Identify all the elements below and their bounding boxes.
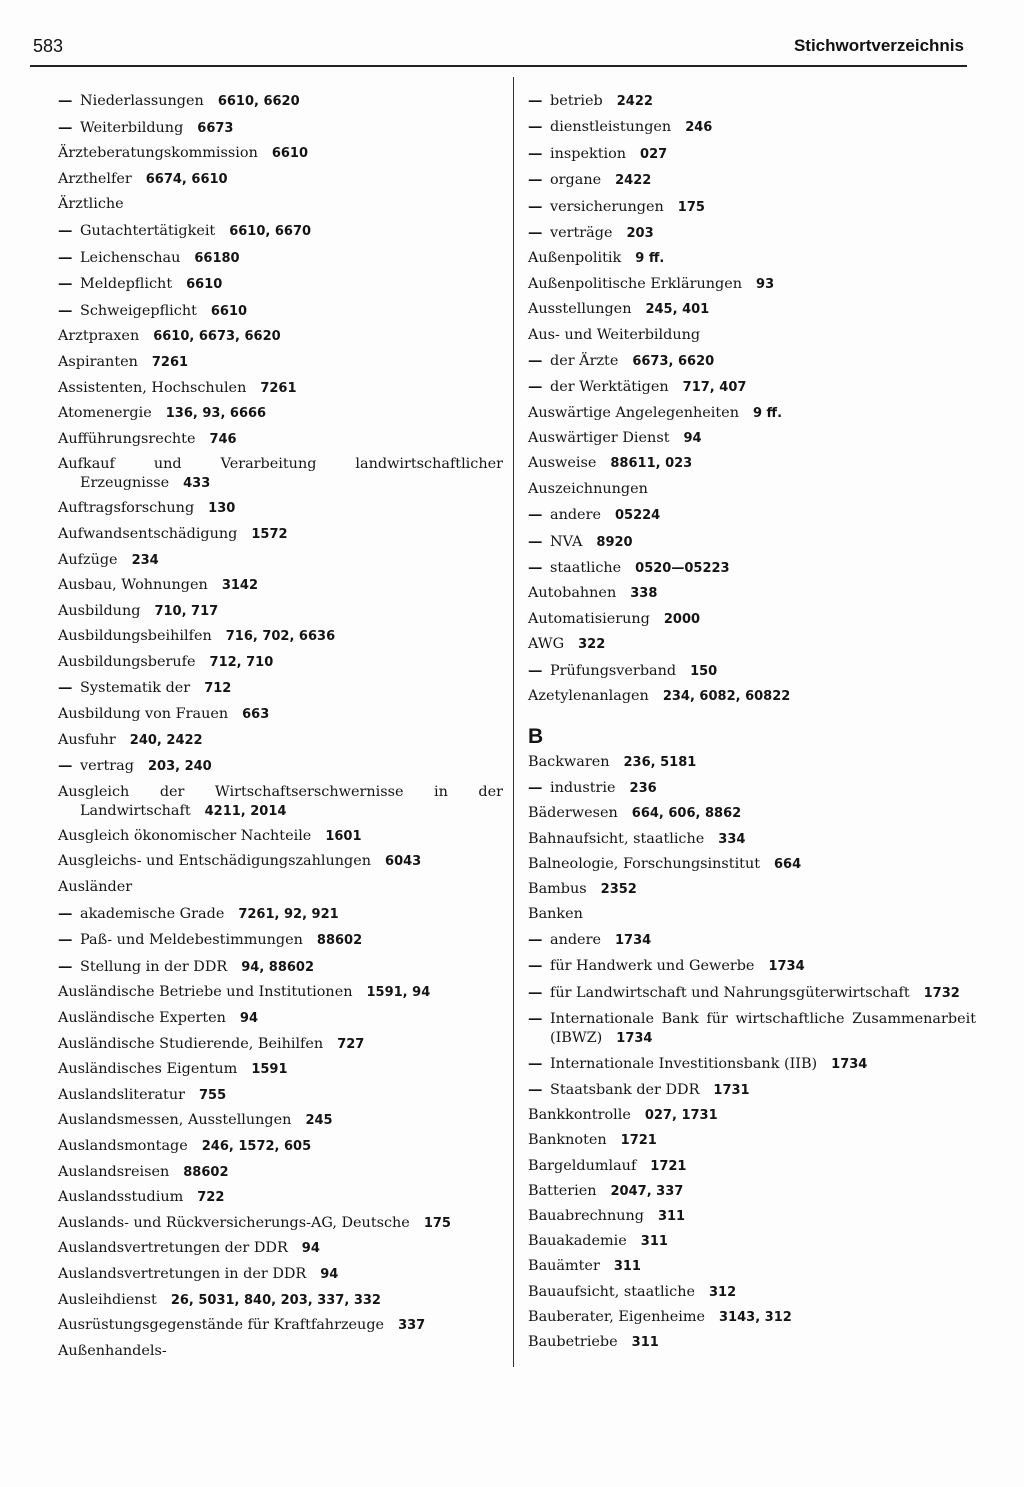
index-term: Prüfungsverband [550,662,677,679]
index-term: Bauakademie [528,1233,627,1250]
index-term: Außenhandels- [58,1342,167,1359]
index-term: Bankkontrolle [528,1107,631,1124]
index-term: Aus- und Weiterbildung [528,326,701,343]
index-entry [58,627,503,646]
page-references: 6610 [271,146,309,162]
page-references: 136, 93, 6666 [165,406,267,422]
page-references: 7261 [260,380,297,396]
page-references: 312 [709,1284,737,1300]
page-references: 1572 [251,526,288,542]
index-subentry [58,930,503,950]
index-entry [58,1111,503,1130]
index-term: Paß- und Meldebestimmungen [80,932,303,949]
index-term: Systematik der [80,680,191,697]
index-entry [58,1060,503,1079]
index-term: betrieb [550,93,603,109]
index-subentry [528,661,976,681]
index-entry [528,480,976,499]
index-term: Ausrüstungsgegenstände für Kraftfahrzeuge [58,1317,385,1334]
index-term: Auslandsliteratur [58,1086,185,1103]
index-term: für Handwerk und Gewerbe [550,958,755,975]
index-entry [58,1342,503,1361]
index-term: Bauberater, Eigenheime [528,1308,706,1325]
page-references: 1601 [325,828,362,844]
index-subentry [528,930,976,950]
index-term: dienstleistungen [550,119,672,136]
index-term: Stellung in der DDR [80,958,228,975]
page-references: 727 [337,1036,365,1052]
index-term: Ausbildungsbeihilfen [58,628,212,645]
page-references: 66180 [194,250,240,266]
index-term: Ausländische Experten [58,1010,226,1026]
page-references: 245, 401 [645,302,710,318]
page-references: 94 [320,1266,339,1282]
index-entry [528,429,976,448]
index-term: Aspiranten [58,353,138,370]
page-references: 311 [640,1234,668,1250]
index-subentry [58,91,503,111]
index-entry [528,326,976,345]
page-references: 9 ff. [635,251,665,267]
index-term: Aufzüge [58,551,118,568]
index-term: Auslandsmontage [58,1137,188,1154]
index-entry [528,635,976,654]
page-references: 1732 [923,985,960,1001]
page-references: 88611, 023 [610,456,693,472]
page-references: 7261, 92, 921 [238,906,339,922]
index-term: Gutachtertätigkeit [80,222,216,239]
index-term: Bambus [528,880,587,897]
index-entry [528,1131,976,1150]
index-term: Ausländisches Eigentum [58,1061,238,1078]
index-term: Ausgleichs- und Entschädigungszahlungen [58,853,372,870]
index-entry [528,610,976,629]
page-references: 1734 [614,933,652,949]
index-entry [528,1283,976,1302]
index-entry [58,783,503,821]
index-term: Ausländische Betriebe und Institutionen [58,984,353,1001]
index-entry [528,1308,976,1327]
index-subentry [528,505,976,525]
index-term: Ausweise [528,455,597,472]
page-references: 245 [305,1113,333,1129]
index-entry [528,1257,976,1276]
index-term: Internationale Investitionsbank (IIB) [550,1055,818,1072]
index-term: Batterien [528,1182,597,1199]
index-term: Ärzteberatungskommission [58,145,258,162]
index-term: organe [550,172,602,189]
index-subentry [58,957,503,977]
index-entry [58,1316,503,1335]
page-number: 583 [33,36,64,56]
index-term: Ärztliche [58,196,124,213]
page-references: 88602 [316,933,363,949]
index-entry [528,249,976,268]
page-references: 0520—05223 [635,561,730,577]
page-references: 664 [774,856,802,872]
index-entry [528,1232,976,1251]
page-references: 246 [685,120,713,136]
index-subentry [58,678,503,698]
running-head: Stichwortverzeichnis [793,36,964,55]
index-entry [58,878,503,897]
page-references: 26, 5031, 840, 203, 337, 332 [170,1292,381,1308]
index-term: Auslandsreisen [58,1163,170,1180]
index-term: AWG [528,636,565,653]
index-entry [58,827,503,846]
column-divider [513,77,514,1367]
index-subentry [58,301,503,321]
page-references: 1721 [650,1158,687,1174]
index-term: Schweigepflicht [80,302,197,319]
index-entry [58,1086,503,1105]
page-references: 334 [718,831,746,847]
page-references: 712, 710 [209,654,274,670]
page-references: 94 [239,1011,259,1026]
page-references: 88602 [183,1164,229,1180]
page-references: 663 [242,707,270,723]
index-subentry [528,558,976,578]
index-subentry [528,197,976,217]
index-term: Ausfuhr [58,731,116,748]
index-subentry [58,248,503,268]
page-references: 4211, 2014 [204,803,287,819]
page-references: 027, 1731 [644,1108,718,1124]
index-entry [58,1009,503,1028]
index-entry [528,905,976,924]
page-references: 3143, 312 [719,1309,792,1325]
page-references: 1734 [768,959,805,975]
index-entry [58,1265,503,1284]
index-term: Aufkauf und Verarbeitung landwirtschaftlicher Erzeugnisse [58,456,503,492]
page-references: 6673 [197,120,234,136]
page-references: 1734 [831,1056,868,1072]
index-subentry [528,223,976,243]
index-term: Atomenergie [58,405,152,422]
page-references: 94, 88602 [241,959,315,975]
page-references: 175 [677,199,705,215]
index-entry [528,1333,976,1352]
index-entry [58,1291,503,1310]
index-entry [528,880,976,899]
page-references: 2047, 337 [610,1183,684,1199]
page-references: 150 [690,663,718,679]
index-term: verträge [550,224,613,241]
page-references: 2352 [600,881,637,897]
index-entry [58,1188,503,1207]
index-term: Auslands- und Rückversicherungs-AG, Deutsche [58,1214,410,1231]
index-entry [58,653,503,672]
page-references: 716, 702, 6636 [225,629,336,645]
page-references: 322 [578,637,606,653]
index-subentry [528,532,976,552]
page-references: 755 [199,1087,227,1103]
index-entry [58,195,503,214]
left-index-column [58,91,503,1367]
page-references: 236, 5181 [623,754,697,770]
index-term: Leichenschau [80,249,181,266]
index-entry [58,455,503,493]
section-letter: B [528,724,544,748]
page-references: 2422 [615,173,652,189]
index-term: Auswärtiger Dienst [528,430,670,447]
index-term: Azetylenanlagen [528,687,649,704]
index-entry [58,576,503,595]
index-term: Ausgleich ökonomischer Nachteile [58,827,312,844]
index-entry [58,170,503,189]
page-references: 130 [208,501,236,517]
index-entry [58,1214,503,1233]
page-references: 240, 2422 [129,732,203,748]
index-term: Backwaren [528,753,610,770]
index-subentry [58,118,503,138]
index-term: Ausstellungen [528,301,632,318]
page-references: 311 [613,1259,641,1275]
index-term: Auslandsvertretungen der DDR [58,1240,288,1257]
index-term: der Werktätigen [550,379,669,396]
page-references: 311 [631,1334,659,1350]
page-references: 203 [626,225,654,241]
page-references: 712 [204,681,232,697]
index-term: Automatisierung [528,610,650,627]
index-term: Ausbildungsberufe [58,653,196,670]
index-term: Bauaufsicht, staatliche [528,1283,696,1300]
index-entry [58,1163,503,1182]
index-subentry [528,117,976,137]
page-references: 6673, 6620 [632,353,715,369]
index-subentry [528,983,976,1003]
index-entry [528,1106,976,1125]
index-term: Ausleihdienst [58,1291,157,1308]
index-entry [58,983,503,1002]
index-term: Ausländer [58,879,133,896]
index-subentry [528,91,976,111]
page-references: 1591, 94 [366,985,431,1001]
page-references: 94 [683,431,702,447]
index-term: Internationale Bank für wirtschaftliche Zusammenarbeit (IBWZ) [550,1010,976,1046]
header-rule [30,65,967,67]
page-references: 93 [756,276,775,292]
index-term: Banken [528,906,583,923]
index-term: Bauabrechnung [528,1207,644,1224]
page-references: 6610 [186,277,223,293]
index-entry [528,584,976,603]
page-references: 1731 [713,1083,750,1099]
index-subentry [528,956,976,976]
index-term: der Ärzte [550,352,619,369]
page-references: 94 [301,1241,320,1257]
index-subentry [528,144,976,164]
index-entry [528,855,976,874]
index-term: vertrag [80,758,134,775]
index-subentry [58,756,503,776]
page-references: 027 [640,146,668,162]
index-subentry [528,351,976,371]
index-entry [58,327,503,346]
index-subentry [58,274,503,294]
index-term: Aufführungsrechte [58,430,196,447]
index-term: Bargeldumlauf [528,1157,637,1174]
index-subentry [528,778,976,798]
index-entry [528,830,976,849]
page-references: 6610, 6670 [229,223,312,239]
index-term: Weiterbildung [80,119,184,136]
page-references: 6610, 6673, 6620 [153,329,281,345]
index-subentry [528,1009,976,1048]
page-references: 6043 [385,854,422,870]
page-references: 234 [131,552,159,568]
index-subentry [528,377,976,397]
index-entry [58,602,503,621]
index-term: Außenpolitische Erklärungen [528,275,743,292]
page-references: 722 [197,1190,225,1206]
index-subentry [528,170,976,190]
page-references: 8920 [596,534,633,550]
index-term: Außenpolitik [528,250,622,267]
index-subentry [58,904,503,924]
index-term: Niederlassungen [80,93,204,109]
page-references: 311 [657,1208,686,1224]
index-term: Baubetriebe [528,1333,618,1350]
page-references: 746 [209,431,237,447]
index-term: Auftragsforschung [58,500,195,517]
index-term: Aufwandsentschädigung [58,525,238,542]
index-term: Auswärtige Angelegenheiten [528,404,739,421]
right-index-column [528,91,976,1358]
index-entry [58,731,503,750]
page-references: 1721 [620,1133,657,1149]
index-term: Ausländische Studierende, Beihilfen [58,1035,324,1052]
index-entry [58,852,503,871]
index-term: NVA [550,533,583,550]
index-term: Bauämter [528,1258,600,1275]
index-term: für Landwirtschaft und Nahrungsgüterwirtschaft [550,984,910,1001]
index-term: Bahnaufsicht, staatliche [528,830,705,847]
index-entry [58,1035,503,1054]
page-references: 717, 407 [682,380,747,396]
index-entry [528,1207,976,1226]
index-term: staatliche [550,560,622,577]
page-references: 1591 [251,1062,288,1078]
page-references: 2422 [616,94,653,109]
page-references: 203, 240 [147,759,212,775]
index-entry [58,551,503,570]
index-term: Arztpraxen [58,328,140,345]
index-entry [58,525,503,544]
index-term: andere [550,507,601,524]
page-references: 338 [630,586,658,602]
index-term: akademische Grade [80,905,225,922]
index-entry [528,753,976,772]
page-references: 3142 [221,578,258,594]
index-entry [528,404,976,423]
index-entry [58,499,503,518]
index-term: Autobahnen [528,585,617,602]
index-term: andere [550,932,601,949]
index-term: Auslandsmessen, Ausstellungen [58,1112,292,1129]
index-term: inspektion [550,145,627,162]
index-term: Arzthelfer [58,170,132,187]
page-references: 9 ff. [752,405,783,421]
index-subentry [528,1080,976,1100]
index-term: Meldepflicht [80,276,173,293]
index-term: Bäderwesen [528,805,618,822]
index-term: Auszeichnungen [528,480,648,497]
index-term: industrie [550,780,616,797]
page-references: 664, 606, 8862 [631,806,742,822]
index-list-b [528,753,976,1352]
page-references: 236 [629,781,657,797]
index-term: Ausbildung [58,602,141,619]
page-references: 337 [398,1318,426,1334]
page-references: 1734 [616,1030,653,1046]
page-references: 6610, 6620 [217,94,300,109]
index-entry [528,804,976,823]
index-entry [528,687,976,706]
index-entry [528,1157,976,1176]
index-entry [58,379,503,398]
index-entry [58,1137,503,1156]
page-references: 2000 [663,611,701,627]
index-term: Staatsbank der DDR [550,1082,700,1099]
index-term: Banknoten [528,1132,607,1149]
index-entry [58,144,503,163]
index-term: Assistenten, Hochschulen [58,379,247,396]
index-subentry [58,221,503,241]
page-references: 433 [183,476,211,492]
index-entry [528,1182,976,1201]
index-entry [58,430,503,449]
index-entry [58,353,503,372]
index-subentry [528,1054,976,1074]
page-references: 6674, 6610 [145,171,228,187]
index-entry [528,275,976,294]
page-references: 234, 6082, 60822 [662,688,791,704]
index-term: Ausbau, Wohnungen [58,577,208,594]
index-entry [528,300,976,319]
page-references: 246, 1572, 605 [201,1138,312,1154]
index-entry [58,404,503,423]
index-term: Ausgleich der Wirtschaftserschwernisse in der Landwirtschaft [58,783,503,819]
index-list-a [528,91,976,706]
page-references: 05224 [614,508,661,524]
page-references: 175 [423,1215,451,1231]
index-entry [58,705,503,724]
index-term: versicherungen [550,198,664,215]
index-term: Balneologie, Forschungsinstitut [528,855,761,872]
page-references: 6610 [210,303,248,319]
index-entry [528,454,976,473]
index-term: Auslandsstudium [58,1189,184,1206]
index-term: Auslandsvertretungen in der DDR [58,1265,307,1282]
index-term: Ausbildung von Frauen [58,706,229,723]
page-references: 710, 717 [154,603,219,619]
index-entry [58,1239,503,1258]
page-references: 7261 [151,354,189,370]
